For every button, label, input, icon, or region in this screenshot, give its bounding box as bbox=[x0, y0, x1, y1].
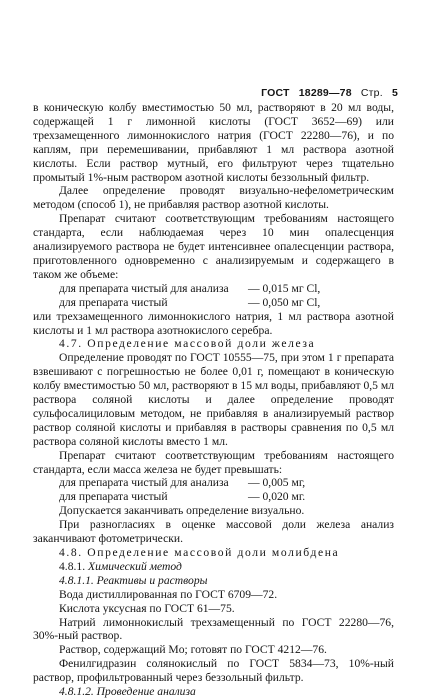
limit-value: — 0,020 мг. bbox=[248, 490, 306, 504]
limit-label: для препарата чистый для анализа bbox=[59, 476, 229, 490]
limit-label: для препарата чистый для анализа bbox=[59, 281, 229, 295]
paragraph: или трехзамещенного лимоннокислого натрия, 1 мл раствора азотной кислоты и 1 мл раствора азотнокислого серебра. bbox=[33, 309, 394, 337]
paragraph: Препарат считают соответствующим требованиям настоящего стандарта, если наблюдаемая через 10 мин опалесценция анализируемого раствора не будет интенсивнее опалесценции раствора, приготовленного одновременно с анализируемым и содержащего в таком же объеме: bbox=[33, 212, 394, 281]
limit-row bbox=[33, 296, 394, 310]
header-page-label: Стр. bbox=[360, 87, 383, 99]
reagent-item: Раствор, содержащий Mo; готовят по ГОСТ 4212—76. bbox=[59, 643, 327, 657]
limit-label: для препарата чистый bbox=[59, 490, 168, 504]
paragraph: Определение проводят по ГОСТ 10555—75, при этом 1 г препарата взвешивают с погрешностью не более 0,01 г, помещают в коническую колбу вместимостью 50 мл, растворяют в 15 мл воды, прибавляют 0,5 мл раствора соляной кислоты и далее определение проводят сульфосалициловым методом, не прибавляя в анализируемый раствор раствор соляной кислоты и прибавляя в растворы сравнения по 0,5 мл раствора соляной кислоты вместо 1 мл. bbox=[33, 351, 394, 448]
subsection-heading: 4.8.1. Химический метод bbox=[59, 559, 182, 573]
reagent-item: Кислота уксусная по ГОСТ 61—75. bbox=[59, 601, 235, 615]
reagent-item: Натрий лимоннокислый трехзамещенный по ГОСТ 22280—76, 30%-ный раствор. bbox=[33, 615, 394, 643]
header-number: 18289—78 bbox=[298, 87, 352, 99]
reagent-item: Вода дистиллированная по ГОСТ 6709—72. bbox=[59, 587, 278, 601]
document-body bbox=[33, 101, 394, 699]
limit-value: — 0,015 мг Cl, bbox=[248, 281, 321, 295]
reagent-item: Фенилгидразин солянокислый по ГОСТ 5834—73, 10%-ный раствор, профильтрованный через беззольный фильтр. bbox=[33, 657, 394, 685]
limit-label: для препарата чистый bbox=[59, 295, 168, 309]
limit-value: — 0,005 мг, bbox=[248, 476, 306, 490]
subsection-title: Химический метод bbox=[87, 559, 182, 573]
paragraph: Далее определение проводят визуально-нефелометрическим методом (способ 1), не прибавляя раствор азотной кислоты. bbox=[33, 184, 394, 212]
paragraph: При разногласиях в оценке массовой доли железа анализ заканчивают фотометрически. bbox=[33, 518, 394, 546]
paragraph: Препарат считают соответствующим требованиям настоящего стандарта, если масса железа не будет превышать: bbox=[33, 448, 394, 476]
subsection-heading bbox=[33, 574, 394, 588]
limit-row bbox=[33, 490, 394, 504]
section-heading: 4.8. Определение массовой доли молибдена bbox=[59, 546, 340, 559]
paragraph: Допускается заканчивать определение визуально. bbox=[59, 504, 305, 518]
page-header bbox=[255, 87, 398, 101]
limit-row bbox=[33, 476, 394, 490]
section-heading: 4.7. Определение массовой доли железа bbox=[59, 337, 316, 351]
limit-row bbox=[33, 282, 394, 296]
limit-value: — 0,050 мг Cl, bbox=[248, 295, 321, 309]
subsection-title: 4.8.1.1. Реактивы и растворы bbox=[59, 573, 208, 587]
paragraph: в коническую колбу вместимостью 50 мл, растворяют в 20 мл воды, содержащей 1 г лимонной кислоты (ГОСТ 3652—69) или трехзамещенного лимоннокислого натрия (ГОСТ 22280—76), и по каплям, при перемешивании, прибавляют 1 мл раствора азотной кислоты. Если раствор мутный, его фильтруют через тщательно промытый 1%-ным раствором азотной кислоты беззольный фильтр. bbox=[33, 101, 394, 184]
subsection-heading: 4.8.1.2. Проведение анализа bbox=[59, 685, 196, 699]
header-standard: ГОСТ bbox=[261, 87, 290, 99]
header-page-number: 5 bbox=[391, 87, 398, 99]
